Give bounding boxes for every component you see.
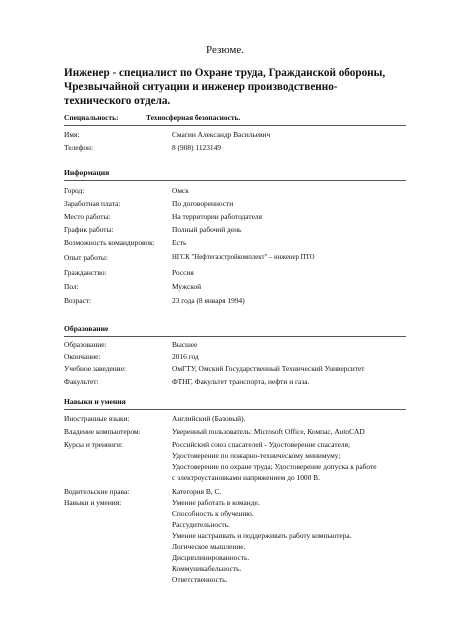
ability-item: Умение работать в команде. <box>172 498 260 507</box>
education-label: Факультет: <box>64 377 99 386</box>
course-item: с электроустановками напряжением до 1000 В. <box>172 473 320 482</box>
education-value: 2016 год <box>172 352 199 361</box>
ability-item: Рассудительность. <box>172 520 230 529</box>
info-row <box>64 267 444 278</box>
phone-row <box>64 142 444 153</box>
name-value: Смагин Александр Васильевич <box>172 130 271 139</box>
phone-label: Телефон: <box>64 143 94 152</box>
education-label: Учебное заведение: <box>64 364 126 373</box>
ability-item: Логическое мышление. <box>172 542 246 551</box>
license-value: Категория В, С. <box>172 487 222 496</box>
phone-value: 8 (908) 1123149 <box>172 143 221 152</box>
courses-list <box>172 439 377 483</box>
info-value: Полный рабочий день <box>172 225 242 234</box>
info-label: График работы: <box>64 225 114 234</box>
info-row <box>64 198 444 209</box>
info-label: Место работы: <box>64 212 111 221</box>
info-row <box>64 237 444 248</box>
course-item: Российский союз спасателей - Удостоверение спасателя; <box>172 440 351 449</box>
specialty-row <box>64 112 444 123</box>
education-value: ФТНГ, Факультет транспорта, нефти и газа. <box>172 377 310 386</box>
education-label: Окончание: <box>64 352 101 361</box>
languages-value: Английский (Базовый). <box>172 414 246 423</box>
specialty-value: Техносферная безопасность. <box>146 113 241 122</box>
name-label: Имя: <box>64 130 80 139</box>
info-value: НГСК "Нефтегазстройкомплект" – инженер ПТО <box>172 254 315 261</box>
headline-line: Инженер - специалист по Охране труда, Гражданской обороны, <box>64 67 386 79</box>
info-row <box>64 211 444 222</box>
info-label: Заработная плата: <box>64 199 121 208</box>
info-row <box>64 295 444 306</box>
abilities-label: Навыки и умения: <box>64 498 122 507</box>
info-row <box>64 281 444 292</box>
ability-item: Дисциплинированность. <box>172 553 250 562</box>
info-row <box>64 252 444 263</box>
education-label: Образование: <box>64 340 107 349</box>
education-heading: Образование <box>64 324 109 333</box>
info-row <box>64 185 444 196</box>
name-row <box>64 129 444 140</box>
info-label: Пол: <box>64 282 79 291</box>
education-row <box>64 363 444 374</box>
courses-label: Курсы и тренинги: <box>64 440 123 449</box>
skills-row <box>64 413 444 424</box>
info-label: Гражданство: <box>64 268 107 277</box>
document-title: Резюме. <box>205 44 244 56</box>
info-label: Город: <box>64 186 85 195</box>
education-value: ОмГТУ, Омский Государственный Технический Университет <box>172 364 365 373</box>
info-value: Россия <box>172 268 194 277</box>
info-value: По договоренности <box>172 199 234 208</box>
info-value: Омск <box>172 186 189 195</box>
ability-item: Ответственность. <box>172 575 228 584</box>
resume-headline <box>64 66 434 108</box>
skills-heading: Навыки и умения <box>64 397 126 406</box>
info-value: 23 года (8 января 1994) <box>172 296 245 305</box>
divider <box>64 336 406 337</box>
info-heading: Информация <box>64 168 110 177</box>
headline-line: технического отдела. <box>64 95 171 107</box>
computer-value: Уверенный пользователь: Microsoft Office, Компас, AutoCAD <box>172 427 365 436</box>
info-value: Есть <box>172 238 187 247</box>
computer-label: Владение компьютером: <box>64 427 141 436</box>
info-label: Опыт работы: <box>64 253 108 262</box>
headline-line: Чрезвычайной ситуации и инженер производственно- <box>64 81 338 93</box>
divider <box>64 125 406 126</box>
languages-label: Иностранные языки: <box>64 414 130 423</box>
skills-row <box>64 486 444 497</box>
skills-row <box>64 426 444 437</box>
info-label: Возможность командировок: <box>64 238 155 247</box>
info-value: Мужской <box>172 282 202 291</box>
course-item: Удостоверение по охране труда; Удостоверение допуска к работе <box>172 462 377 471</box>
license-label: Водительские права: <box>64 487 130 496</box>
education-value: Высшее <box>172 340 198 349</box>
specialty-label: Специальность: <box>64 113 119 122</box>
course-item: Удостоверение по пожарно-техническому минимуму; <box>172 451 341 460</box>
education-row <box>64 351 444 362</box>
education-row <box>64 339 444 350</box>
divider <box>64 180 406 181</box>
info-label: Возраст: <box>64 296 92 305</box>
ability-item: Умение настраивать и поддерживать работу компьютера. <box>172 531 352 540</box>
ability-item: Способность к обучению. <box>172 509 254 518</box>
info-row <box>64 224 444 235</box>
info-value: На территории работодателя <box>172 212 262 221</box>
divider <box>64 409 406 410</box>
education-row <box>64 376 444 387</box>
abilities-list <box>172 497 352 585</box>
ability-item: Коммуникабельность. <box>172 564 242 573</box>
